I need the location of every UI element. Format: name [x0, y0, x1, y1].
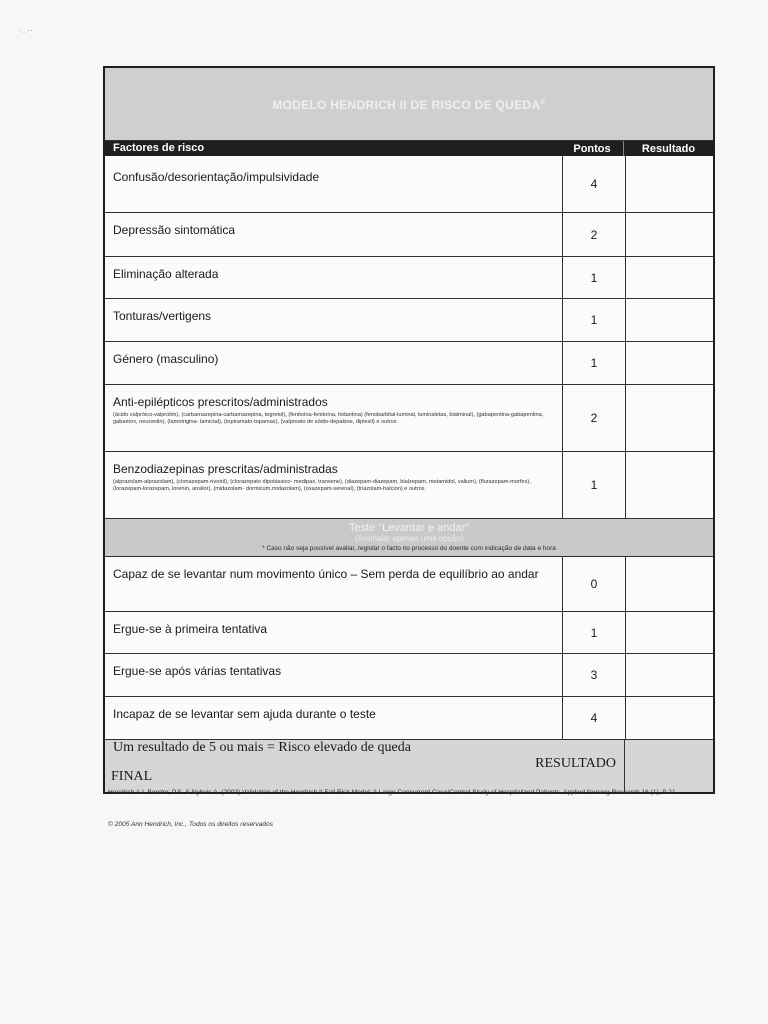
result-field[interactable]	[625, 213, 713, 256]
risk-factor-cell	[105, 557, 562, 611]
table-row	[105, 452, 713, 519]
risk-factor-cell	[105, 452, 562, 518]
risk-factor-cell	[105, 299, 562, 341]
scan-specks: · . ··	[18, 26, 33, 35]
result-field[interactable]	[625, 697, 713, 739]
risk-factor-cell	[105, 342, 562, 384]
risk-factor-examples: (ácido valpróico-valprolim), (carbamazepina-carbamazepina, tegretol), (fenitoína-fenitoína, hidantina) (fenobarbital-luminal, luminaletas, bialminal), (gabapentina-gabapentina, gabamox, neurontin), (lamotrigina- lamictal), (topiramato-topamax), (valproato de sódio-depakine, diplexil) e outros	[113, 412, 544, 425]
footer-row	[105, 740, 713, 792]
points-value: 2	[562, 213, 625, 256]
reference-citation: Hendrich A.L Bender, P.S. & Nyhuis A. (2003) Validation of the Hendrich II Fall Risk Model: A Large Concurrent Case/Control Study of Hospitalized Patients. Applied Nursing Research 16 (1), 9-21.	[108, 789, 678, 796]
result-field[interactable]	[625, 654, 713, 696]
table-row	[105, 385, 713, 452]
points-value: 4	[562, 156, 625, 212]
risk-factor-label: Capaz de se levantar num movimento único – Sem perda de equilíbrio ao andar	[113, 567, 539, 581]
high-risk-note: Um resultado de 5 ou mais = Risco elevado de queda	[113, 740, 411, 755]
form-title: MODELO HENDRICH II DE RISCO DE QUEDA®	[272, 98, 546, 112]
test-option-rows	[105, 557, 713, 740]
result-field[interactable]	[625, 452, 713, 518]
table-row	[105, 557, 713, 612]
risk-factor-cell	[105, 213, 562, 256]
points-value: 1	[562, 257, 625, 298]
risk-factor-label: Ergue-se após várias tentativas	[113, 664, 282, 678]
result-field[interactable]	[625, 385, 713, 451]
points-value: 3	[562, 654, 625, 696]
points-value: 2	[562, 385, 625, 451]
result-field[interactable]	[625, 557, 713, 611]
result-field[interactable]	[625, 612, 713, 653]
risk-factor-cell	[105, 156, 562, 212]
final-label: FINAL	[111, 769, 153, 784]
copyright-note: © 2005 Ann Hendrich, Inc., Todos os direitos reservados	[108, 821, 273, 828]
table-row	[105, 697, 713, 740]
risk-factor-cell	[105, 385, 562, 451]
risk-factor-rows	[105, 156, 713, 519]
result-field[interactable]	[625, 156, 713, 212]
footer-text-area	[105, 740, 624, 792]
test-section-title: Teste "Levantar e andar"	[348, 522, 470, 534]
table-row	[105, 156, 713, 213]
table-row	[105, 654, 713, 697]
risk-factor-examples: (alprazolam-alprazolam), (clonazepam-rivotril), (clorazepato dipotássico- medipax, tranxene), (diazepam-diazepam, bialzepam, metamidol, valium), (flurazepam-morfex), (lorazepam-lorazepam, lorenin, ansilor), (midazolam- dormicum,midazolam), (oxazepam-serenal), (triazolam-halcion) e outros	[113, 479, 531, 492]
risk-factor-cell	[105, 612, 562, 653]
risk-factor-label: Depressão sintomática	[113, 223, 236, 237]
risk-factor-cell	[105, 654, 562, 696]
table-row	[105, 257, 713, 299]
risk-factor-label: Tonturas/vertigens	[113, 309, 212, 323]
test-section-subtitle: (Assinalar apenas uma opção)	[354, 534, 464, 543]
result-field[interactable]	[625, 342, 713, 384]
result-field[interactable]	[625, 299, 713, 341]
risk-factor-label: Género (masculino)	[113, 352, 219, 366]
points-value: 1	[562, 612, 625, 653]
fall-risk-form	[103, 66, 715, 794]
final-result-field[interactable]	[624, 740, 713, 792]
table-row	[105, 299, 713, 342]
resultado-label: RESULTADO	[535, 756, 616, 771]
table-header	[105, 141, 713, 156]
risk-factor-cell	[105, 697, 562, 739]
header-points: Pontos	[573, 143, 611, 155]
points-value: 0	[562, 557, 625, 611]
table-row	[105, 342, 713, 385]
points-value: 4	[562, 697, 625, 739]
risk-factor-label: Incapaz de se levantar sem ajuda durante o teste	[113, 707, 376, 721]
title-band	[105, 68, 713, 141]
risk-factor-label: Confusão/desorientação/impulsividade	[113, 170, 320, 184]
header-result: Resultado	[623, 141, 713, 156]
risk-factor-cell	[105, 257, 562, 298]
points-value: 1	[562, 299, 625, 341]
points-value: 1	[562, 452, 625, 518]
registered-mark: ®	[540, 99, 546, 106]
risk-factor-label: Benzodiazepinas prescritas/administradas	[113, 462, 338, 476]
risk-factor-label: Anti-epilépticos prescritos/administrados	[113, 395, 328, 409]
risk-factor-label: Ergue-se à primeira tentativa	[113, 622, 268, 636]
risk-factor-label: Eliminação alterada	[113, 267, 219, 281]
header-factors: Factores de risco	[113, 142, 205, 154]
table-row	[105, 213, 713, 257]
points-value: 1	[562, 342, 625, 384]
table-row	[105, 612, 713, 654]
result-field[interactable]	[625, 257, 713, 298]
test-section-band	[105, 519, 713, 557]
test-section-note: * Caso não seja possível avaliar, registar o facto no processo do doente com indicação de data e hora	[262, 545, 556, 552]
